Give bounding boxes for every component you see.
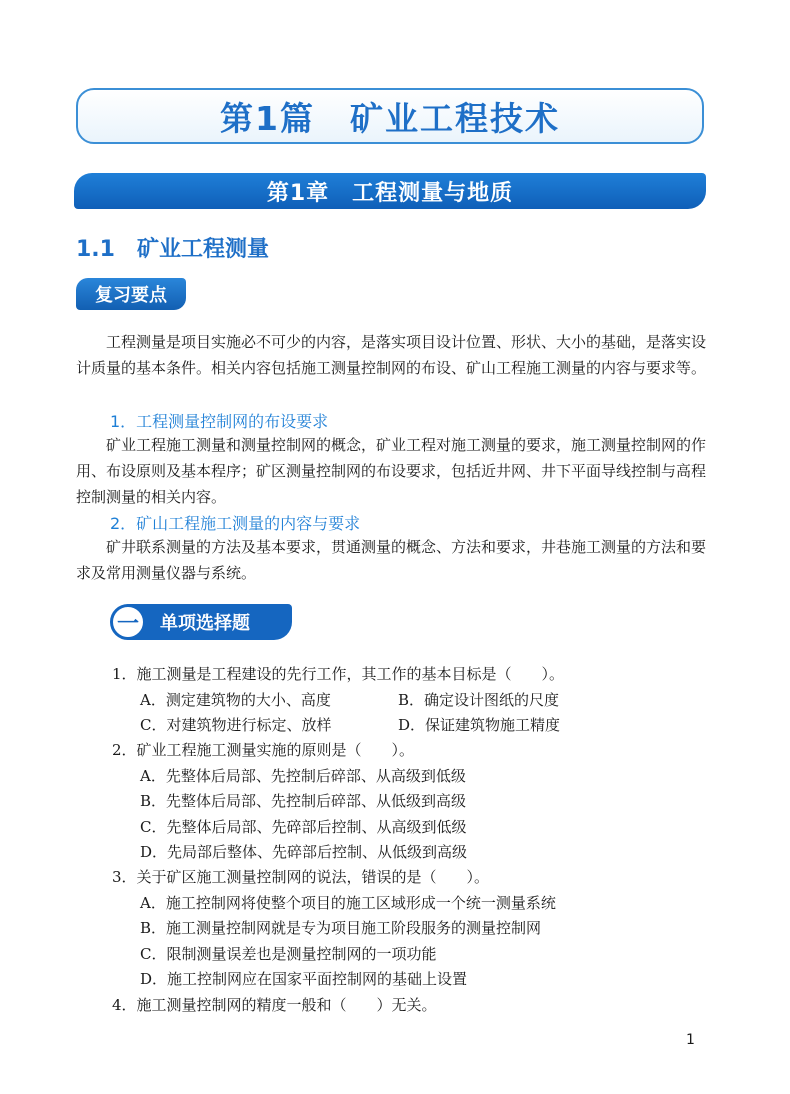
- question-option: D．先局部后整体、先碎部后控制、从低级到高级: [140, 843, 468, 861]
- section-title: 1.1 矿业工程测量: [76, 237, 269, 262]
- review-point-heading: 1．工程测量控制网的布设要求: [110, 412, 329, 431]
- question-stem: 3．关于矿区施工测量控制网的说法，错误的是（ ）。: [112, 868, 490, 886]
- question-option: B．确定设计图纸的尺度: [398, 691, 560, 709]
- question-section-label: 单项选择题: [160, 613, 250, 634]
- question-section-badge: [112, 604, 292, 640]
- review-point-text: 矿井联系测量的方法及基本要求，贯通测量的概念、方法和要求，井巷施工测量的方法和要求及常用测量仪器与系统。: [76, 538, 707, 582]
- question-option: A．测定建筑物的大小、高度: [140, 691, 331, 709]
- review-point-heading: 2．矿山工程施工测量的内容与要求: [110, 514, 361, 533]
- question-stem: 1．施工测量是工程建设的先行工作，其工作的基本目标是（ ）。: [112, 665, 565, 683]
- question-option: C．对建筑物进行标定、放样: [140, 716, 332, 734]
- part-banner: [76, 88, 704, 144]
- question-option: C．先整体后局部、先碎部后控制、从高级到低级: [140, 818, 467, 836]
- page-number: 1: [686, 1032, 695, 1048]
- question-stem: 2．矿业工程施工测量实施的原则是（ ）。: [112, 741, 415, 759]
- question-option: A．先整体后局部、先控制后碎部、从高级到低级: [140, 767, 466, 785]
- question-section-number: 一: [110, 604, 146, 640]
- question-option: B．施工测量控制网就是专为项目施工阶段服务的测量控制网: [140, 919, 542, 937]
- review-points-badge: [76, 278, 186, 310]
- review-point-text: 矿业工程施工测量和测量控制网的概念，矿业工程对施工测量的要求，施工测量控制网的作用、布设原则及基本程序；矿区测量控制网的布设要求，包括近井网、井下平面导线控制与高程控制测量的相关内容。: [76, 436, 707, 506]
- review-intro: 工程测量是项目实施必不可少的内容，是落实项目设计位置、形状、大小的基础，是落实设计质量的基本条件。相关内容包括施工测量控制网的布设、矿山工程施工测量的内容与要求等。: [76, 333, 707, 377]
- chapter-title: 第1章 工程测量与地质: [266, 180, 514, 206]
- chapter-bar: [74, 173, 706, 209]
- review-points-label: 复习要点: [95, 285, 167, 306]
- question-option: B．先整体后局部、先控制后碎部、从低级到高级: [140, 792, 467, 810]
- question-option: D．施工控制网应在国家平面控制网的基础上设置: [140, 970, 468, 988]
- question-option: D．保证建筑物施工精度: [398, 716, 561, 734]
- question-option: A．施工控制网将使整个项目的施工区域形成一个统一测量系统: [140, 894, 556, 912]
- question-option: C．限制测量误差也是测量控制网的一项功能: [140, 945, 437, 963]
- question-stem: 4．施工测量控制网的精度一般和（ ）无关。: [112, 996, 437, 1014]
- part-title: 第1篇 矿业工程技术: [220, 98, 560, 138]
